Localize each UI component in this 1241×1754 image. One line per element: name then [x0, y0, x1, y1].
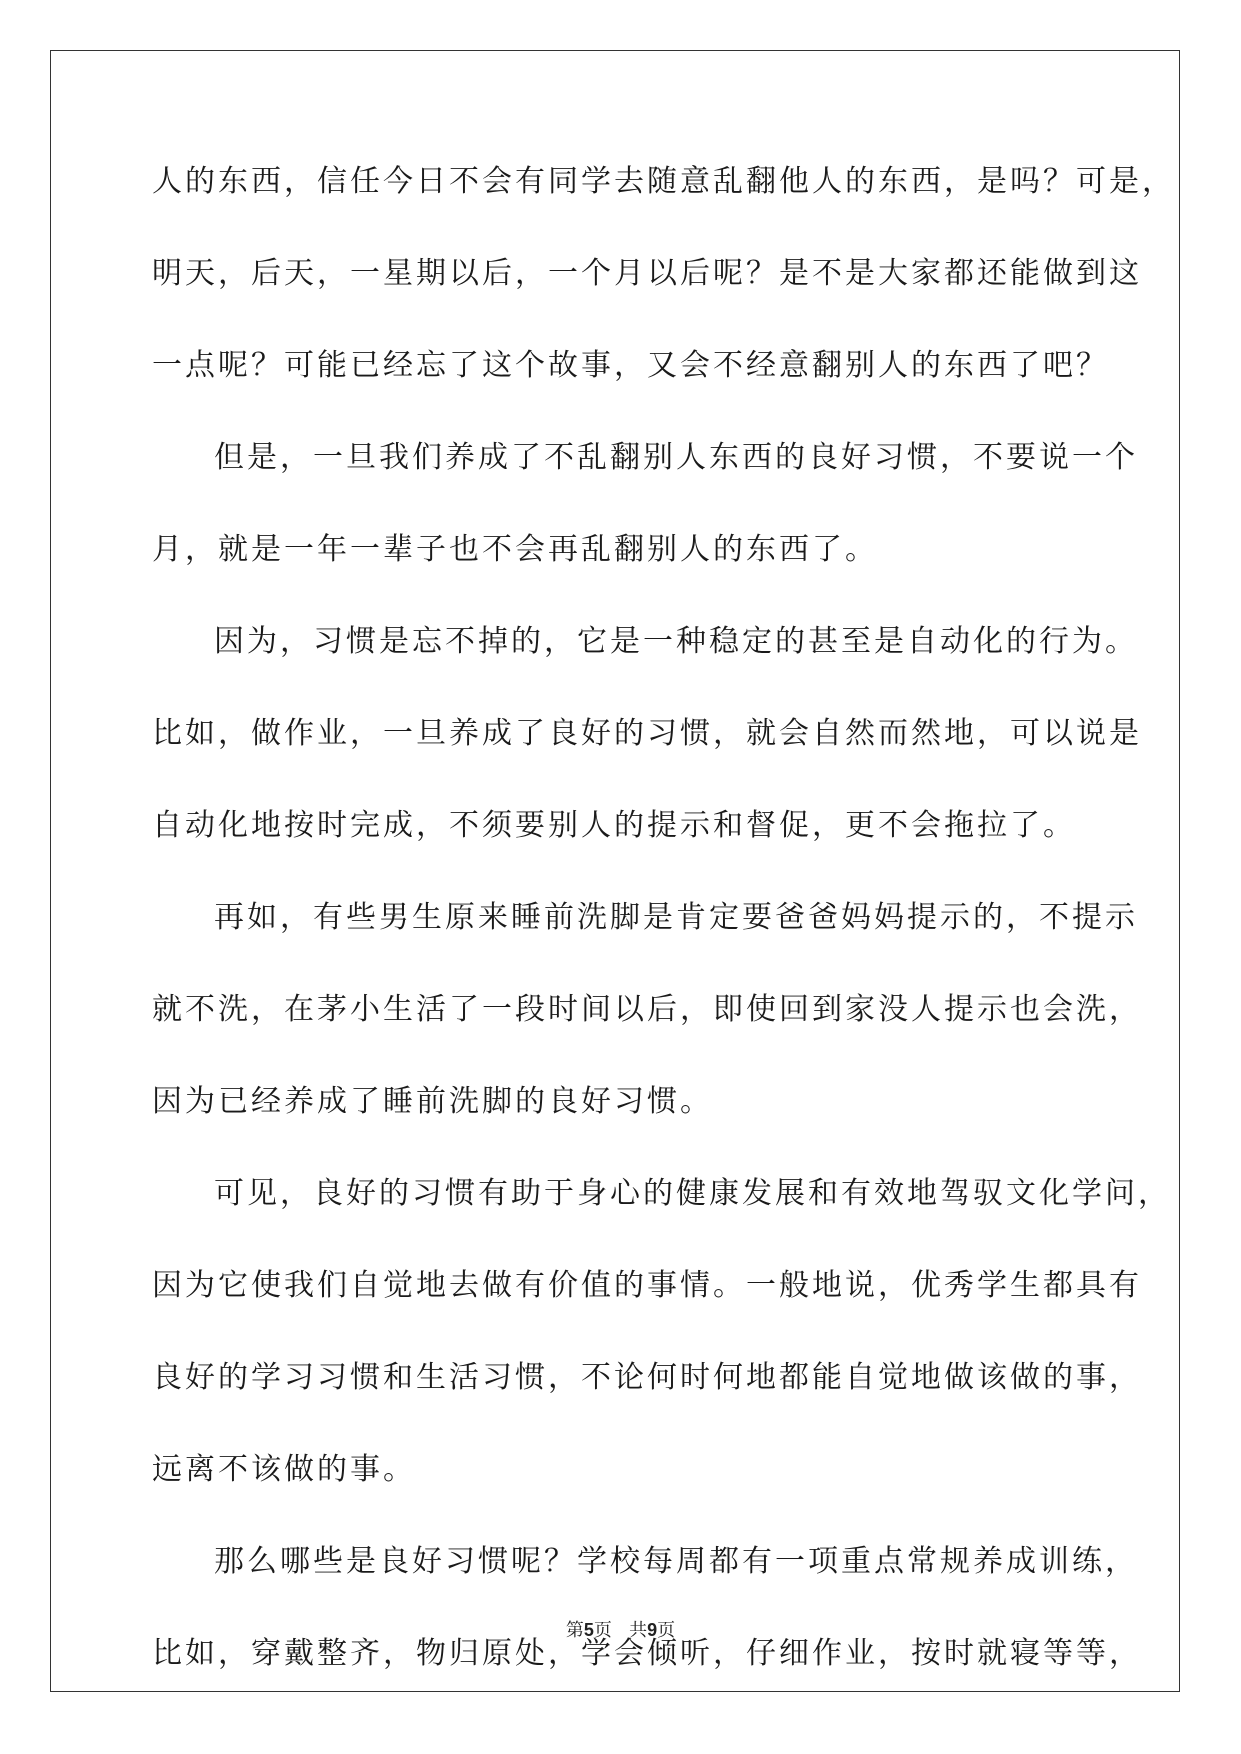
page-footer	[0, 1616, 1241, 1642]
text-line-8: 自动化地按时完成，不须要别人的提示和督促，更不会拖拉了。	[152, 808, 1076, 843]
text-line-2: 明天，后天，一星期以后，一个月以后呢？是不是大家都还能做到这	[152, 256, 1142, 291]
footer-total-prefix: 共	[629, 1620, 648, 1641]
text-line-7: 比如，做作业，一旦养成了良好的习惯，就会自然而然地，可以说是	[152, 716, 1142, 751]
text-line-6: 因为，习惯是忘不掉的，它是一种稳定的甚至是自动化的行为。	[214, 624, 1138, 659]
document-body	[152, 160, 1175, 1724]
text-line-12: 可见，良好的习惯有助于身心的健康发展和有效地驾驭文化学问，	[214, 1176, 1171, 1211]
text-line-3: 一点呢？可能已经忘了这个故事，又会不经意翻别人的东西了吧？	[152, 348, 1109, 383]
text-line-13: 因为它使我们自觉地去做有价值的事情。一般地说，优秀学生都具有	[152, 1268, 1142, 1303]
footer-total-unit: 页	[657, 1620, 676, 1641]
text-line-5: 月，就是一年一辈子也不会再乱翻别人的东西了。	[152, 532, 878, 567]
text-line-10: 就不洗，在茅小生活了一段时间以后，即使回到家没人提示也会洗，	[152, 992, 1142, 1027]
text-line-16: 那么哪些是良好习惯呢？学校每周都有一项重点常规养成训练，	[214, 1544, 1138, 1579]
footer-prefix: 第	[565, 1620, 584, 1641]
footer-current-page: 5	[583, 1620, 594, 1640]
text-line-11: 因为已经养成了睡前洗脚的良好习惯。	[152, 1084, 713, 1119]
footer-total-pages: 9	[647, 1620, 658, 1640]
text-line-9: 再如，有些男生原来睡前洗脚是肯定要爸爸妈妈提示的，不提示	[214, 900, 1138, 935]
text-line-4: 但是，一旦我们养成了不乱翻别人东西的良好习惯，不要说一个	[214, 440, 1138, 475]
text-line-17: 比如，穿戴整齐，物归原处，学会倾听，仔细作业，按时就寝等等，	[152, 1636, 1142, 1671]
text-line-15: 远离不该做的事。	[152, 1452, 416, 1487]
text-line-1: 人的东西，信任今日不会有同学去随意乱翻他人的东西，是吗？可是，	[152, 164, 1175, 199]
footer-page-unit: 页	[593, 1620, 612, 1641]
text-line-14: 良好的学习习惯和生活习惯，不论何时何地都能自觉地做该做的事，	[152, 1360, 1142, 1395]
